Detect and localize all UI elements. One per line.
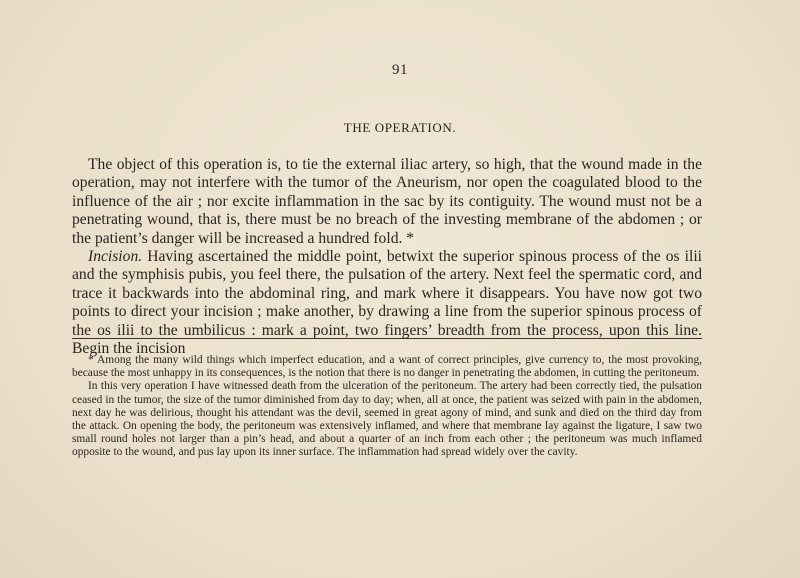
page-number: 91: [392, 62, 408, 78]
footnote-divider: [72, 338, 702, 339]
incision-text: Having ascertained the middle point, betwixt the superior spinous process of the os ilii and the symphisis pubis, you feel there, the pulsation of the artery. Next feel the spermatic cord, and trace it backwards into the abdominal ring, and mark where it disappears. You have now got two points to direct your incision ; make another, by drawing a line from the superior spinous process of the os ilii to the umbilicus : mark a point, two fingers’ breadth from the process, upon this line. Begin the incision: [72, 248, 702, 358]
footnote-2: In this very operation I have witnessed death from the ulceration of the peritoneum. The artery had been correctly tied, the pulsation ceased in the tumor, the size of the tumor diminished from day to day; when, all at once, the patient was seized with pain in the abdomen, next day he was delirious, thought his attendant was the devil, seemed in great agony of mind, and sunk and died on the third day from the attack. On opening the body, the peritoneum was extensively inflamed, and where that membrane lay against the ligature, I saw two small round holes not larger than a pin’s head, and about a quarter of an inch from each other ; the peritoneum was much inflamed opposite to the wound, and pus lay upon its inner surface. The inflammation had spread widely over the cavity.: [72, 380, 702, 459]
incision-label: Incision.: [88, 248, 143, 266]
footnotes: [72, 354, 702, 460]
section-title: THE OPERATION.: [343, 120, 457, 135]
paragraph-object: The object of this operation is, to tie the external iliac artery, so high, that the wound made in the operation, may not interfere with the tumor of the Aneurism, nor open the coagulated blood to the influence of the air ; nor excite inflammation in the sac by its contiguity. The wound must not be a penetrating wound, that is, there must be no breach of the investing membrane of the abdomen ; or the patient’s danger will be increased a hundred fold. *: [72, 156, 702, 247]
main-text: [72, 156, 702, 358]
footnote-1: * Among the many wild things which imperfect education, and a want of correct principles, give currency to, the most provoking, because the most unhappy in its consequences, is the notion that there is no danger in penetrating the abdomen, in cutting the peritoneum.: [72, 354, 702, 380]
paragraph-incision: [72, 248, 702, 358]
